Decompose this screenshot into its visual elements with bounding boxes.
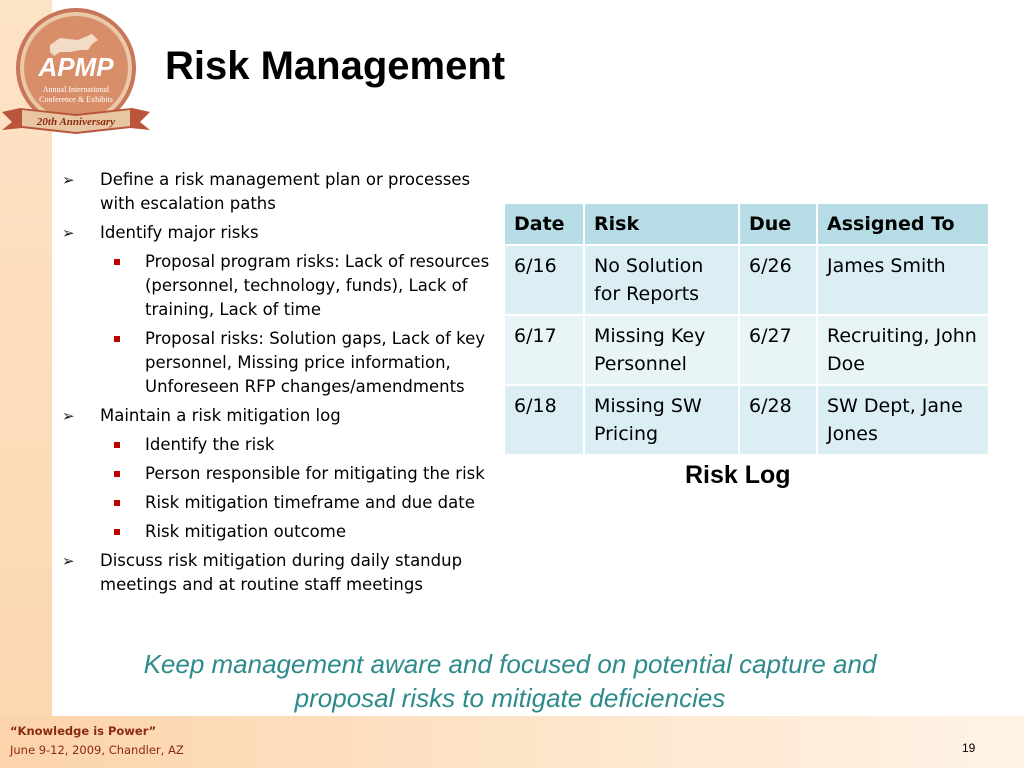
column-header: Due	[739, 203, 817, 245]
sub-bullet-item	[62, 433, 502, 457]
risk-log-table	[503, 202, 990, 456]
table-cell: Recruiting, John Doe	[817, 315, 989, 385]
sub-bullet-item	[62, 250, 502, 322]
square-bullet-icon	[114, 259, 120, 265]
sub-bullet-text: Risk mitigation outcome	[145, 522, 347, 541]
bullet-item	[62, 549, 502, 597]
arrow-bullet-icon: ➢	[62, 171, 75, 189]
logo-brand-text: APMP	[38, 52, 114, 82]
table-cell: 6/27	[739, 315, 817, 385]
apmp-logo	[0, 0, 155, 140]
square-bullet-icon	[114, 529, 120, 535]
table-cell: James Smith	[817, 245, 989, 315]
column-header: Assigned To	[817, 203, 989, 245]
page-number: 19	[962, 741, 976, 755]
table-cell: No Solution for Reports	[584, 245, 739, 315]
table-cell: 6/16	[504, 245, 584, 315]
footer-quote: “Knowledge is Power”	[10, 724, 157, 738]
footer-date: June 9-12, 2009, Chandler, AZ	[10, 743, 184, 757]
logo-line2-text: Conference & Exhibits	[39, 95, 113, 104]
table-cell: 6/17	[504, 315, 584, 385]
bullet-item	[62, 404, 502, 428]
sub-bullet-item	[62, 520, 502, 544]
sub-bullet-item	[62, 491, 502, 515]
bullet-text: Discuss risk mitigation during daily standup meetings and at routine staff meetings	[100, 551, 463, 594]
arrow-bullet-icon: ➢	[62, 224, 75, 242]
sub-bullet-text: Proposal program risks: Lack of resources (personnel, technology, funds), Lack of training, Lack of time	[145, 252, 490, 319]
table-header-row	[504, 203, 989, 245]
slide-title: Risk Management	[165, 44, 506, 88]
key-message-line1: Keep management aware and focused on potential capture and	[143, 649, 877, 679]
sub-bullet-item	[62, 327, 502, 399]
sub-bullet-text: Person responsible for mitigating the risk	[145, 464, 485, 483]
square-bullet-icon	[114, 500, 120, 506]
table-caption: Risk Log	[685, 461, 791, 489]
bullet-text: Identify major risks	[100, 223, 259, 242]
square-bullet-icon	[114, 336, 120, 342]
key-message	[60, 647, 960, 715]
table-cell: Missing Key Personnel	[584, 315, 739, 385]
logo-line1-text: Annual International	[42, 85, 110, 94]
arrow-bullet-icon: ➢	[62, 552, 75, 570]
table-row	[504, 245, 989, 315]
column-header: Risk	[584, 203, 739, 245]
sub-bullet-text: Proposal risks: Solution gaps, Lack of key personnel, Missing price information, Unforeseen RFP changes/amendments	[145, 329, 486, 396]
sub-bullet-item	[62, 462, 502, 486]
table-cell: 6/28	[739, 385, 817, 455]
square-bullet-icon	[114, 471, 120, 477]
column-header: Date	[504, 203, 584, 245]
sub-bullet-text: Risk mitigation timeframe and due date	[145, 493, 475, 512]
bullet-list	[62, 168, 502, 602]
square-bullet-icon	[114, 442, 120, 448]
sub-bullet-text: Identify the risk	[145, 435, 275, 454]
arrow-bullet-icon: ➢	[62, 407, 75, 425]
table-cell: SW Dept, Jane Jones	[817, 385, 989, 455]
table-cell: 6/18	[504, 385, 584, 455]
logo-ribbon-text: 20th Anniversary	[36, 116, 116, 128]
bullet-item	[62, 168, 502, 216]
table-cell: 6/26	[739, 245, 817, 315]
bullet-item	[62, 221, 502, 245]
table-row	[504, 385, 989, 455]
table-row	[504, 315, 989, 385]
bullet-text: Maintain a risk mitigation log	[100, 406, 341, 425]
table-cell: Missing SW Pricing	[584, 385, 739, 455]
key-message-line2: proposal risks to mitigate deficiencies	[294, 683, 726, 713]
bullet-text: Define a risk management plan or processes with escalation paths	[100, 170, 471, 213]
